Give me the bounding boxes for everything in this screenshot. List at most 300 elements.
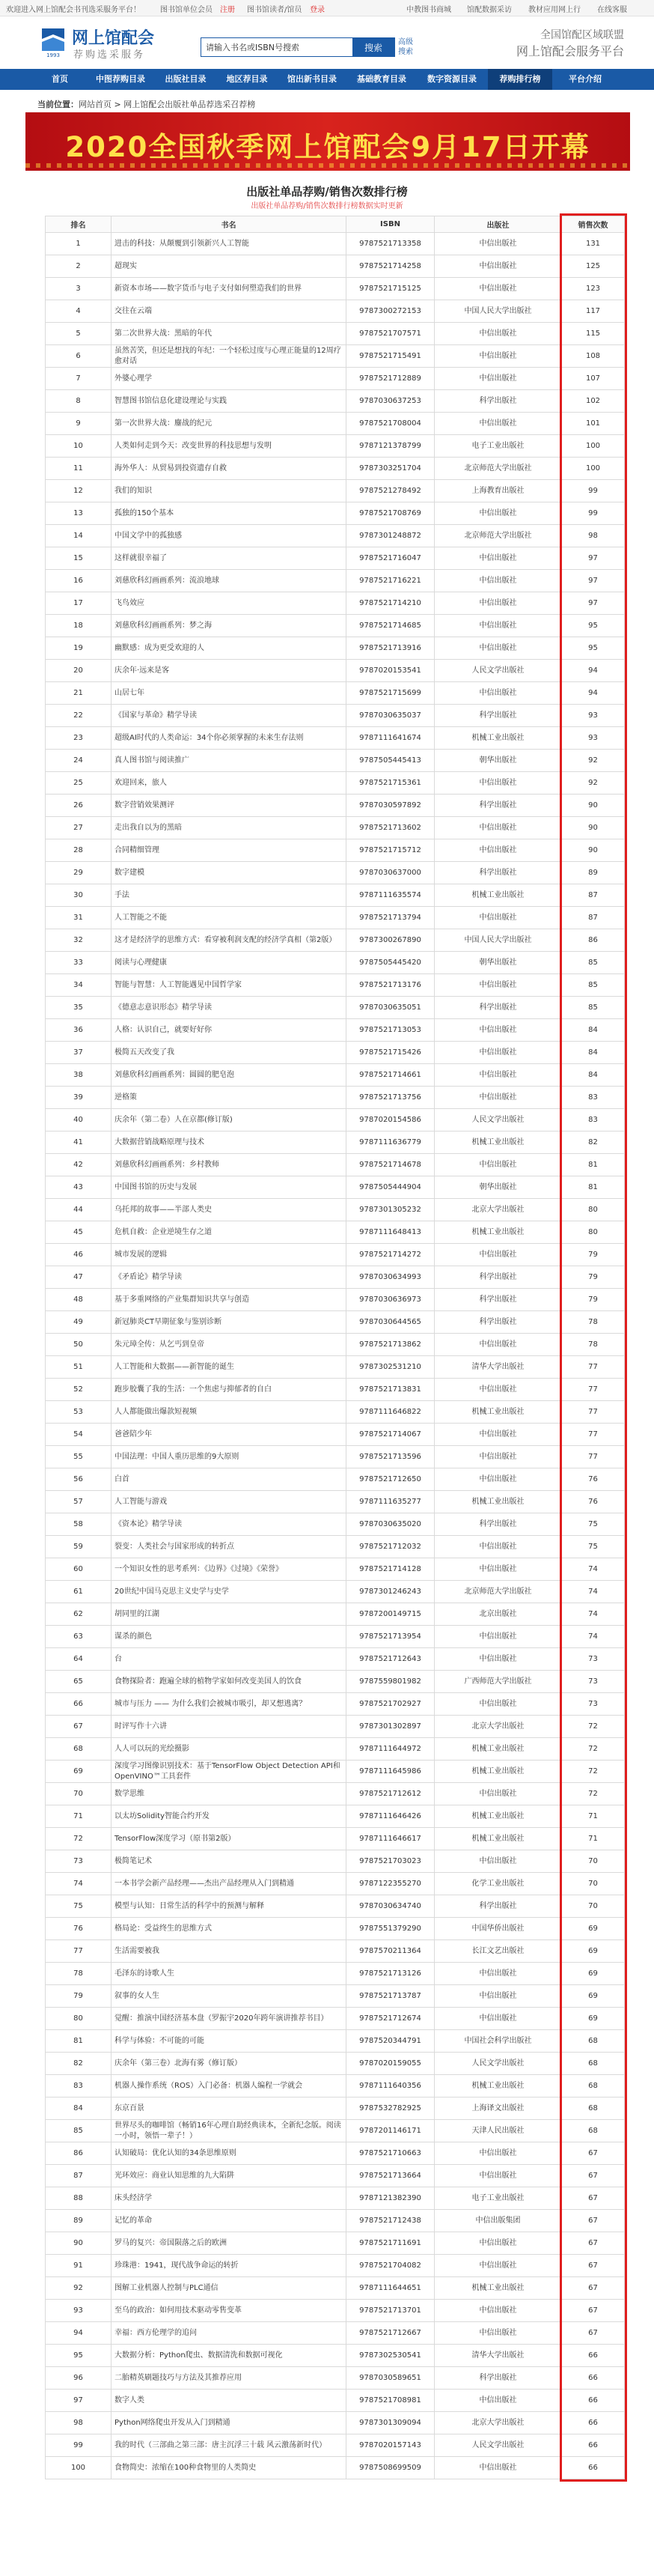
table-row (46, 2300, 625, 2322)
publisher-cell: 朝华出版社 (435, 750, 562, 772)
isbn-cell: 9787521708769 (346, 502, 435, 525)
bookstore-link[interactable]: 中教图书商城 (406, 6, 451, 14)
book-title-cell[interactable]: 人工智能与游戏 (111, 1491, 346, 1513)
book-title-cell[interactable]: 中国文学中的孤独感 (111, 525, 346, 547)
rank-cell: 35 (46, 997, 111, 1019)
table-row (46, 1603, 625, 1626)
rank-cell: 54 (46, 1424, 111, 1446)
rank-cell: 70 (46, 1783, 111, 1805)
book-title-cell[interactable]: 虽然苦笑，但还是想找的年纪：一个轻松过度与心理正能量的12周疗愈对话 (111, 345, 346, 368)
book-title-cell[interactable]: 危机自救：企业逆境生存之道 (111, 1221, 346, 1244)
rank-cell: 20 (46, 660, 111, 682)
sales-count-cell: 73 (562, 1671, 625, 1693)
book-title-cell[interactable]: 城市与压力 —— 为什么我们会被城市吸引，却又想逃离？ (111, 1693, 346, 1716)
search-button[interactable]: 搜索 (352, 38, 394, 56)
sales-count-cell: 99 (562, 502, 625, 525)
sales-count-cell: 82 (562, 1131, 625, 1154)
book-title-cell[interactable]: 第二次世界大战：黑暗的年代 (111, 323, 346, 345)
book-title-cell[interactable]: 光环效应：商业认知思维的九大陷阱 (111, 2165, 346, 2187)
isbn-cell: 9787505445413 (346, 750, 435, 772)
isbn-cell: 9787521713664 (346, 2165, 435, 2187)
textbook-link[interactable]: 教材应用网上行 (528, 6, 581, 14)
isbn-cell: 9787111641674 (346, 727, 435, 750)
isbn-cell: 9787020159055 (346, 2053, 435, 2075)
book-title-cell[interactable]: 大数据营销战略原理与技术 (111, 1131, 346, 1154)
rank-cell: 5 (46, 323, 111, 345)
publisher-cell: 中信出版社 (435, 547, 562, 570)
register-link[interactable]: 注册 (220, 6, 235, 14)
platform-title: 网上馆配会服务平台 (516, 44, 624, 58)
book-title-cell[interactable]: 飞鸟效应 (111, 592, 346, 615)
isbn-cell: 9787303251704 (346, 458, 435, 480)
rank-cell: 88 (46, 2187, 111, 2210)
book-title-cell[interactable]: 孤独的150个基本 (111, 502, 346, 525)
table-row (46, 2210, 625, 2232)
book-title-cell[interactable]: 人人都能做出爆款短视频 (111, 1401, 346, 1424)
table-row (46, 974, 625, 997)
sales-count-cell: 67 (562, 2255, 625, 2277)
rank-cell: 89 (46, 2210, 111, 2232)
isbn-cell: 9787521715426 (346, 1042, 435, 1064)
book-title-cell[interactable]: TensorFlow深度学习（原书第2版） (111, 1828, 346, 1850)
isbn-cell: 9787521713831 (346, 1379, 435, 1401)
rank-cell: 73 (46, 1850, 111, 1873)
table-row (46, 2434, 625, 2457)
book-title-cell[interactable]: 模型与认知：日常生活的科学中的预测与解释 (111, 1895, 346, 1918)
publisher-cell: 上海译文出版社 (435, 2097, 562, 2120)
ranking-subtitle: 出版社单品荐购/销售次数排行榜数据实时更新 (251, 202, 403, 210)
book-title-cell[interactable]: 我的时代（三部曲之第三部：唐主沉浮三十载 风云激荡新时代） (111, 2434, 346, 2457)
book-title-cell[interactable]: 机器人操作系统（ROS）入门必备：机器人编程一学就会 (111, 2075, 346, 2097)
book-title-cell[interactable]: 东京百景 (111, 2097, 346, 2120)
rank-cell: 72 (46, 1828, 111, 1850)
book-title-cell[interactable]: 幽默感：成为更受欢迎的人 (111, 637, 346, 660)
publisher-cell: 中信出版社 (435, 233, 562, 255)
rank-cell: 22 (46, 705, 111, 727)
table-row (46, 1379, 625, 1401)
sales-count-cell: 67 (562, 2142, 625, 2165)
publisher-cell: 天津人民出版社 (435, 2120, 562, 2142)
rank-cell: 59 (46, 1536, 111, 1558)
publisher-cell: 中信出版社 (435, 772, 562, 795)
rank-cell: 39 (46, 1087, 111, 1109)
book-title-cell[interactable]: 中国图书馆的历史与发展 (111, 1176, 346, 1199)
book-title-cell[interactable]: 珍珠港：1941，现代战争命运的转折 (111, 2255, 346, 2277)
logo-title[interactable]: 网上馆配会 (72, 29, 155, 48)
book-title-cell[interactable]: 谋杀的颜色 (111, 1626, 346, 1648)
header-isbn: ISBN (346, 216, 435, 233)
isbn-cell: 9787521713954 (346, 1626, 435, 1648)
rank-cell: 7 (46, 368, 111, 390)
table-row (46, 1783, 625, 1805)
book-title-cell[interactable]: 阅读与心理健康 (111, 952, 346, 974)
rank-cell: 11 (46, 458, 111, 480)
book-title-cell[interactable]: 人格：认识自己，就要好好你 (111, 1019, 346, 1042)
book-title-cell[interactable]: 时评写作十六讲 (111, 1716, 346, 1738)
book-title-cell[interactable]: 20世纪中国马克思主义史学与史学 (111, 1581, 346, 1603)
table-row (46, 1761, 625, 1783)
isbn-cell: 9787121378799 (346, 435, 435, 458)
welcome-text: 欢迎进入网上馆配会书刊选采服务平台！ (6, 6, 141, 14)
rank-cell: 77 (46, 1940, 111, 1963)
service-link[interactable]: 在线客服 (597, 6, 627, 14)
book-title-cell[interactable]: 刘慈欣科幻画画系列：乡村教师 (111, 1154, 346, 1176)
book-title-cell[interactable]: 至乌的政治：如何用技术驱动零售变革 (111, 2300, 346, 2322)
book-title-cell[interactable]: 进击的科技：从颠覆到引领新兴人工智能 (111, 233, 346, 255)
publisher-cell: 科学出版社 (435, 705, 562, 727)
sales-count-cell: 67 (562, 2165, 625, 2187)
publisher-cell: 北京大学出版社 (435, 2412, 562, 2434)
book-title-cell[interactable]: 朱元璋全传：从乞丐到皇帝 (111, 1334, 346, 1356)
sales-count-cell: 79 (562, 1266, 625, 1289)
publisher-cell: 机械工业出版社 (435, 2277, 562, 2300)
publisher-cell: 中信出版社 (435, 1963, 562, 1985)
book-title-cell[interactable]: 数字人类 (111, 2390, 346, 2412)
sales-count-cell: 72 (562, 1716, 625, 1738)
book-title-cell[interactable]: 智慧图书馆信息化建设理论与实践 (111, 390, 346, 413)
isbn-cell: 9787111646426 (346, 1805, 435, 1828)
rank-cell: 28 (46, 839, 111, 862)
book-title-cell[interactable]: 幸福：西方伦理学的追问 (111, 2322, 346, 2345)
nav-basic-edu[interactable]: 基础教育目录 (357, 74, 406, 84)
rank-cell: 95 (46, 2345, 111, 2367)
isbn-cell: 9787301248872 (346, 525, 435, 547)
book-title-cell[interactable]: 我们的知识 (111, 480, 346, 502)
rank-cell: 80 (46, 2008, 111, 2030)
rank-cell: 92 (46, 2277, 111, 2300)
isbn-cell: 9787521710663 (346, 2142, 435, 2165)
book-title-cell[interactable]: 《资本论》精学导读 (111, 1513, 346, 1536)
isbn-cell: 9787521715699 (346, 682, 435, 705)
book-title-cell[interactable]: 刘慈欣科幻画画系列：梦之海 (111, 615, 346, 637)
isbn-cell: 9787111648413 (346, 1221, 435, 1244)
book-title-cell[interactable]: 大数据分析：Python爬虫、数据清洗和数据可视化 (111, 2345, 346, 2367)
isbn-cell: 9787521713358 (346, 233, 435, 255)
isbn-cell: 9787122355270 (346, 1873, 435, 1895)
table-row (46, 637, 625, 660)
book-title-cell[interactable]: 裂变：人类社会与国家形成的转折点 (111, 1536, 346, 1558)
sales-count-cell: 81 (562, 1176, 625, 1199)
table-row (46, 1401, 625, 1424)
book-title-cell[interactable]: 记忆的革命 (111, 2210, 346, 2232)
book-title-cell[interactable]: 极简笔记术 (111, 1850, 346, 1873)
table-body (46, 233, 625, 2479)
book-title-cell[interactable]: 刘慈欣科幻画画系列：流浪地球 (111, 570, 346, 592)
rank-cell: 41 (46, 1131, 111, 1154)
rank-cell: 46 (46, 1244, 111, 1266)
table-row (46, 907, 625, 929)
book-title-cell[interactable]: 这样就很幸福了 (111, 547, 346, 570)
book-title-cell[interactable]: 城市发展的逻辑 (111, 1244, 346, 1266)
book-title-cell[interactable]: 觉醒：推演中国经济基本盘（罗振宇2020年跨年演讲推荐书目） (111, 2008, 346, 2030)
nav-about[interactable]: 平台介绍 (569, 74, 602, 84)
table-row (46, 2232, 625, 2255)
book-title-cell[interactable]: 中国法理：中国人重历思维的9大原则 (111, 1446, 346, 1468)
book-title-cell[interactable]: 庆余年（第三卷）北海有雾（修订版） (111, 2053, 346, 2075)
book-title-cell[interactable]: 科学与体验：不可能的可能 (111, 2030, 346, 2053)
isbn-cell: 9787521713862 (346, 1334, 435, 1356)
book-title-cell[interactable]: 交往在云端 (111, 300, 346, 323)
table-row (46, 1491, 625, 1513)
book-title-cell[interactable]: 这才是经济学的思维方式：看穿被利润支配的经济学真相（第2版） (111, 929, 346, 952)
sales-count-cell: 89 (562, 862, 625, 884)
book-title-cell[interactable]: 海外华人：从贸易到投资遗存自救 (111, 458, 346, 480)
table-row (46, 2277, 625, 2300)
nav-new-books[interactable]: 馆出新书目录 (287, 74, 337, 84)
isbn-cell: 9787521714272 (346, 1244, 435, 1266)
table-row (46, 2097, 625, 2120)
publisher-cell: 中信出版社 (435, 1424, 562, 1446)
book-title-cell[interactable]: 图解工业机器人控制与PLC通信 (111, 2277, 346, 2300)
book-title-cell[interactable]: 食物探险者：跑遍全球的植物学家如何改变美国人的饮食 (111, 1671, 346, 1693)
isbn-cell: 9787030635051 (346, 997, 435, 1019)
publisher-cell: 中信出版社 (435, 1334, 562, 1356)
isbn-cell: 9787521703023 (346, 1850, 435, 1873)
isbn-cell: 9787521713126 (346, 1963, 435, 1985)
isbn-cell: 9787551379290 (346, 1918, 435, 1940)
reader-link[interactable]: 图书馆读者/馆员 (247, 6, 302, 14)
table-row (46, 1221, 625, 1244)
isbn-cell: 9787559801982 (346, 1671, 435, 1693)
book-title-cell[interactable]: 《德意志意识形态》精学导读 (111, 997, 346, 1019)
isbn-cell: 9787521712438 (346, 2210, 435, 2232)
book-title-cell[interactable]: 合同精细管理 (111, 839, 346, 862)
isbn-cell: 9787521702927 (346, 1693, 435, 1716)
isbn-cell: 9787111640356 (346, 2075, 435, 2097)
book-title-cell[interactable]: 白首 (111, 1468, 346, 1491)
rank-cell: 69 (46, 1761, 111, 1783)
sales-count-cell: 98 (562, 525, 625, 547)
publisher-cell: 机械工业出版社 (435, 1491, 562, 1513)
rank-cell: 58 (46, 1513, 111, 1536)
isbn-cell: 9787521711691 (346, 2232, 435, 2255)
book-title-cell[interactable]: 庆余年·远来是客 (111, 660, 346, 682)
book-title-cell[interactable]: 人工智能和大数据——新智能的诞生 (111, 1356, 346, 1379)
book-title-cell[interactable]: 逆格策 (111, 1087, 346, 1109)
publisher-cell: 中信出版社 (435, 2165, 562, 2187)
sales-count-cell: 66 (562, 2345, 625, 2367)
table-row (46, 2053, 625, 2075)
book-title-cell[interactable]: 罗马的复兴：帝国陨落之后的欧洲 (111, 2232, 346, 2255)
isbn-cell: 9787111635277 (346, 1491, 435, 1513)
isbn-cell: 9787020154586 (346, 1109, 435, 1131)
table-row (46, 2030, 625, 2053)
book-title-cell[interactable]: 欢迎回来，旅人 (111, 772, 346, 795)
book-title-cell[interactable]: Python网络爬虫开发从入门到精通 (111, 2412, 346, 2434)
rank-cell: 76 (46, 1918, 111, 1940)
book-title-cell[interactable]: 以太坊Solidity智能合约开发 (111, 1805, 346, 1828)
book-title-cell[interactable]: 数字建模 (111, 862, 346, 884)
sales-count-cell: 69 (562, 1918, 625, 1940)
book-title-cell[interactable]: 庆余年（第二卷）人在京都(修订版) (111, 1109, 346, 1131)
book-title-cell[interactable]: 叙事的女人生 (111, 1985, 346, 2008)
isbn-cell: 9787030635037 (346, 705, 435, 727)
table-row (46, 300, 625, 323)
table-row (46, 547, 625, 570)
book-title-cell[interactable]: 一本书学会新产品经理——杰出产品经理从入门到精通 (111, 1873, 346, 1895)
book-title-cell[interactable]: 《矛盾论》精学导读 (111, 1266, 346, 1289)
book-title-cell[interactable]: 极简五天改变了我 (111, 1042, 346, 1064)
nav-recommend[interactable]: 中图荐购目录 (96, 74, 145, 84)
isbn-cell: 9787521712674 (346, 2008, 435, 2030)
table-row (46, 660, 625, 682)
book-title-cell[interactable]: 胡同里的江湖 (111, 1603, 346, 1626)
sales-count-cell: 74 (562, 1626, 625, 1648)
book-title-cell[interactable]: 人工智能之不能 (111, 907, 346, 929)
sales-count-cell: 77 (562, 1424, 625, 1446)
table-row (46, 795, 625, 817)
book-title-cell[interactable]: 新资本市场——数字货币与电子支付如何塑造我们的世界 (111, 278, 346, 300)
book-title-cell[interactable]: 走出我自以为的黑暗 (111, 817, 346, 839)
isbn-cell: 9787508699509 (346, 2457, 435, 2479)
book-title-cell[interactable]: 格局论：受益终生的思维方式 (111, 1918, 346, 1940)
book-title-cell[interactable]: 智能与智慧：人工智能遇见中国哲学家 (111, 974, 346, 997)
isbn-cell: 9787521714685 (346, 615, 435, 637)
book-title-cell[interactable]: 毛泽东的诗歌人生 (111, 1963, 346, 1985)
rank-cell: 90 (46, 2232, 111, 2255)
publisher-cell: 科学出版社 (435, 1289, 562, 1311)
publisher-cell: 北京师范大学出版社 (435, 525, 562, 547)
publisher-cell: 中信出版社 (435, 1446, 562, 1468)
book-title-cell[interactable]: 深度学习图像识别技术：基于TensorFlow Object Detection API和OpenVINO™工具套件 (111, 1761, 346, 1783)
table-row (46, 502, 625, 525)
publisher-cell: 科学出版社 (435, 1266, 562, 1289)
isbn-cell: 9787521713916 (346, 637, 435, 660)
rank-cell: 47 (46, 1266, 111, 1289)
table-row (46, 1446, 625, 1468)
rank-cell: 84 (46, 2097, 111, 2120)
book-title-cell[interactable]: 外婆心理学 (111, 368, 346, 390)
rank-cell: 4 (46, 300, 111, 323)
isbn-cell: 9787521712643 (346, 1648, 435, 1671)
table-row (46, 2120, 625, 2142)
nav-region[interactable]: 地区荐目录 (226, 74, 268, 84)
nav-publisher[interactable]: 出版社目录 (165, 74, 207, 84)
nav-home[interactable]: 首页 (52, 74, 68, 84)
book-title-cell[interactable]: 基于多重网络的产业集群知识共享与创造 (111, 1289, 346, 1311)
rank-cell: 94 (46, 2322, 111, 2345)
sales-count-cell: 90 (562, 795, 625, 817)
advanced-search-link[interactable]: 高级搜索 (398, 38, 413, 56)
nav-ranking[interactable]: 荐购排行榜 (488, 69, 552, 90)
sales-count-cell: 94 (562, 660, 625, 682)
isbn-cell: 9787200149715 (346, 1603, 435, 1626)
promo-banner[interactable] (25, 112, 630, 171)
rank-cell: 38 (46, 1064, 111, 1087)
book-title-cell[interactable]: 二胎精英刷题技巧与方法及其推荐应用 (111, 2367, 346, 2390)
sales-count-cell: 76 (562, 1491, 625, 1513)
publisher-cell: 中信出版社 (435, 974, 562, 997)
isbn-cell: 9787521715491 (346, 345, 435, 368)
publisher-cell: 机械工业出版社 (435, 2075, 562, 2097)
data-link[interactable]: 馆配数据采访 (467, 6, 512, 14)
book-title-cell[interactable]: 乌托邦的故事——半部人类史 (111, 1199, 346, 1221)
book-title-cell[interactable]: 生活需要被我 (111, 1940, 346, 1963)
publisher-cell: 中国人民大学出版社 (435, 300, 562, 323)
sales-count-cell: 85 (562, 952, 625, 974)
book-title-cell[interactable]: 人人可以玩的光绘摄影 (111, 1738, 346, 1761)
isbn-cell: 9787301309094 (346, 2412, 435, 2434)
book-title-cell[interactable]: 床头经济学 (111, 2187, 346, 2210)
sales-count-cell: 85 (562, 997, 625, 1019)
table-row (46, 1064, 625, 1087)
rank-cell: 24 (46, 750, 111, 772)
book-title-cell[interactable]: 跑步胶囊了我的生活：一个焦虑与抑郁者的自白 (111, 1379, 346, 1401)
member-link[interactable]: 图书馆单位会员 (160, 6, 213, 14)
table-row (46, 413, 625, 435)
sales-count-cell: 67 (562, 2232, 625, 2255)
publisher-cell: 中信出版社 (435, 2322, 562, 2345)
rank-cell: 17 (46, 592, 111, 615)
rank-cell: 15 (46, 547, 111, 570)
sales-count-cell: 66 (562, 2367, 625, 2390)
book-title-cell[interactable]: 认知破局：优化认知的34条思维原则 (111, 2142, 346, 2165)
publisher-cell: 清华大学出版社 (435, 2345, 562, 2367)
table-row (46, 1468, 625, 1491)
banner-decoration (25, 163, 630, 168)
sales-count-cell: 66 (562, 2457, 625, 2479)
book-title-cell[interactable]: 爸爸陪少年 (111, 1424, 346, 1446)
breadcrumb (37, 98, 255, 110)
isbn-cell: 9787300272153 (346, 300, 435, 323)
isbn-cell: 9787030637000 (346, 862, 435, 884)
isbn-cell: 9787521713794 (346, 907, 435, 929)
book-title-cell[interactable]: 食物简史：浓缩在100种食物里的人类简史 (111, 2457, 346, 2479)
search-input[interactable] (201, 38, 351, 56)
logo-icon[interactable] (39, 25, 67, 58)
breadcrumb-path[interactable]: 网站首页 > 网上馆配会出版社单品荐选采召荐榜 (79, 100, 256, 109)
sales-count-cell: 67 (562, 2210, 625, 2232)
book-title-cell[interactable]: 世界尽头的咖啡馆（畅销16年心理自助经典读本，全新纪念版。阅读一小时，领悟一辈子！） (111, 2120, 346, 2142)
nav-digital[interactable]: 数字资源目录 (427, 74, 477, 84)
sales-count-cell: 87 (562, 884, 625, 907)
book-title-cell[interactable]: 真人图书馆与阅读推广 (111, 750, 346, 772)
book-title-cell[interactable]: 山居七年 (111, 682, 346, 705)
isbn-cell: 9787521715712 (346, 839, 435, 862)
rank-cell: 49 (46, 1311, 111, 1334)
book-title-cell[interactable]: 手法 (111, 884, 346, 907)
isbn-cell: 9787521713756 (346, 1087, 435, 1109)
table-row (46, 435, 625, 458)
sales-count-cell: 85 (562, 974, 625, 997)
book-title-cell[interactable]: 数学思维 (111, 1783, 346, 1805)
book-title-cell[interactable]: 人类如何走到今天：改变世界的科技思想与发明 (111, 435, 346, 458)
book-title-cell[interactable]: 一个知识女性的思考系列：《边界》《过境》《荣誉》 (111, 1558, 346, 1581)
book-title-cell[interactable]: 超现实 (111, 255, 346, 278)
table-row (46, 525, 625, 547)
table-row (46, 1176, 625, 1199)
book-title-cell[interactable]: 第一次世界大战：鏖战的纪元 (111, 413, 346, 435)
rank-cell: 64 (46, 1648, 111, 1671)
book-title-cell[interactable]: 数字营销效果测评 (111, 795, 346, 817)
rank-cell: 10 (46, 435, 111, 458)
book-title-cell[interactable]: 新冠肺炎CT早期征象与鉴别诊断 (111, 1311, 346, 1334)
login-link[interactable]: 登录 (310, 6, 325, 14)
sales-count-cell: 66 (562, 2412, 625, 2434)
publisher-cell: 中信出版社 (435, 839, 562, 862)
book-title-cell[interactable]: 刘慈欣科幻画画系列：圆圆的肥皂泡 (111, 1064, 346, 1087)
sales-count-cell: 83 (562, 1109, 625, 1131)
sales-count-cell: 101 (562, 413, 625, 435)
book-title-cell[interactable]: 《国家与革命》精学导读 (111, 705, 346, 727)
isbn-cell: 9787302530541 (346, 2345, 435, 2367)
publisher-cell: 机械工业出版社 (435, 1131, 562, 1154)
utility-bar (0, 0, 654, 16)
book-title-cell[interactable]: 超级AI时代的人类命运：34个你必须掌握的未来生存法则 (111, 727, 346, 750)
publisher-cell: 中信出版社 (435, 345, 562, 368)
book-title-cell[interactable]: 台 (111, 1648, 346, 1671)
sales-count-cell: 108 (562, 345, 625, 368)
